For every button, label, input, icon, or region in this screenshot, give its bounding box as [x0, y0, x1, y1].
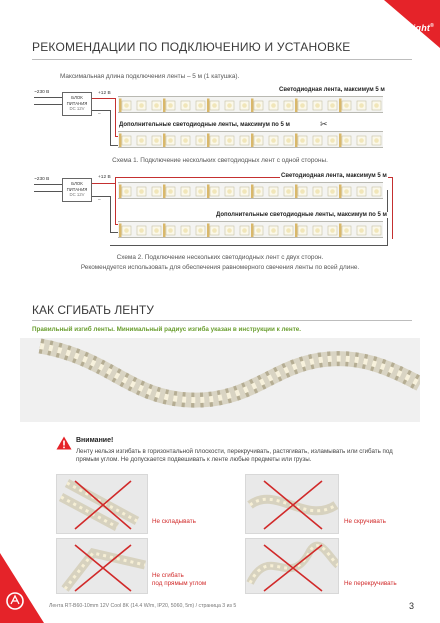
- minus-label: –: [98, 198, 101, 203]
- led-chip: [286, 189, 291, 194]
- led-chip: [286, 228, 291, 233]
- solder-pad: [339, 185, 342, 199]
- section-divider: [32, 320, 412, 321]
- solder-pad: [207, 185, 210, 199]
- section-title-bending: КАК СГИБАТЬ ЛЕНТУ: [32, 303, 154, 317]
- led-chip: [183, 228, 188, 233]
- led-chip: [256, 228, 261, 233]
- led-chip: [227, 228, 232, 233]
- solder-pad: [251, 224, 254, 238]
- led-chip: [374, 189, 379, 194]
- solder-pad: [119, 185, 122, 199]
- led-chip: [183, 189, 188, 194]
- led-strip-extra: [118, 221, 383, 238]
- led-chip: [198, 228, 203, 233]
- bad-example-photo-overtwist: [245, 538, 339, 594]
- warning-title: Внимание!: [76, 437, 114, 444]
- led-chip: [139, 228, 144, 233]
- solder-pad: [163, 185, 166, 199]
- led-chip: [271, 228, 276, 233]
- led-chip: [271, 189, 276, 194]
- led-chip: [242, 228, 247, 233]
- led-chip: [198, 189, 203, 194]
- led-chip: [124, 228, 129, 233]
- led-chip: [374, 228, 379, 233]
- led-chip: [359, 189, 364, 194]
- minus-label: –: [98, 112, 101, 117]
- negative-bus: [110, 196, 111, 232]
- strip-main-label: Светодиодная лента, максимум 5 м: [281, 173, 387, 179]
- diagram-1-caption: Схема 1. Подключение нескольких светодиодных лент с одной стороны.: [112, 157, 328, 164]
- warning-text: Ленту нельзя изгибать в горизонтальной плоскости, перекручивать, растягивать, изламывать или сгибать под прямым углом. Не допускается подвешивать к ленте любые предметы или грузы.: [76, 448, 393, 464]
- diagram-2-caption-line2: Рекомендуется использовать для обеспечения равномерного свечения ленты по всей длине.: [80, 264, 360, 271]
- strip-extra-label: Дополнительные светодиодные ленты, максимум по 5 м: [216, 212, 387, 218]
- led-chip: [359, 228, 364, 233]
- solder-pad: [251, 185, 254, 199]
- bad-example-photo-fold: [56, 474, 148, 534]
- section-title-connection: РЕКОМЕНДАЦИИ ПО ПОДКЛЮЧЕНИЮ И УСТАНОВКЕ: [32, 40, 351, 54]
- max-length-note: Максимальная длина подключения ленты – 5 м (1 катушка).: [60, 73, 240, 80]
- bad-example-photo-right-angle: [56, 538, 148, 594]
- brand-logo: arlight®: [401, 23, 434, 33]
- power-supply-block: БЛОК ПИТАНИЯ DC 12V: [62, 92, 92, 116]
- correct-bend-note: Правильный изгиб ленты. Минимальный радиус изгиба указан в инструкции к ленте.: [32, 326, 302, 333]
- mains-label: ~230 В: [34, 177, 50, 182]
- page-number: 3: [409, 601, 415, 611]
- positive-wire: [92, 183, 116, 184]
- return-negative-wire: [387, 190, 388, 246]
- led-chip: [300, 228, 305, 233]
- led-chip: [139, 189, 144, 194]
- led-chip: [330, 228, 335, 233]
- solder-pad: [119, 224, 122, 238]
- led-chip: [227, 189, 232, 194]
- diagram-2-caption-line1: Схема 2. Подключение нескольких светодиодных лент с двух сторон.: [116, 254, 324, 261]
- bad-example-label-right-angle: Не сгибать под прямым углом: [152, 572, 207, 587]
- led-chip: [124, 189, 129, 194]
- led-chip: [315, 228, 320, 233]
- led-chip: [154, 228, 159, 233]
- solder-pad: [163, 224, 166, 238]
- return-positive-wire: [392, 177, 393, 239]
- negative-wire: [92, 196, 110, 197]
- led-chip: [168, 228, 173, 233]
- positive-bus: [115, 183, 116, 224]
- wiring-diagram-2: [0, 0, 440, 270]
- led-chip: [315, 189, 320, 194]
- return-negative-wire: [110, 245, 388, 246]
- solder-pad: [207, 224, 210, 238]
- led-chip: [300, 189, 305, 194]
- bent-strip-photo: [20, 338, 420, 422]
- led-chip: [344, 189, 349, 194]
- positive-bus: [115, 177, 116, 184]
- solder-pad: [295, 185, 298, 199]
- led-chip: [330, 189, 335, 194]
- brand-corner-bottom: [0, 543, 44, 623]
- mains-wire: [34, 184, 62, 185]
- bad-example-label-overtwist: Не перекручивать: [344, 580, 397, 587]
- plus-label: +12 В: [98, 91, 111, 96]
- led-chip: [212, 189, 217, 194]
- bad-example-label-fold: Не складывать: [152, 518, 196, 525]
- led-chip: [168, 189, 173, 194]
- led-chip: [212, 228, 217, 233]
- bad-example-photo-twist: [245, 474, 339, 534]
- led-chip: [154, 189, 159, 194]
- led-chip: [242, 189, 247, 194]
- mains-label: ~230 В: [34, 90, 50, 95]
- mains-wire: [34, 191, 62, 192]
- bad-example-label-twist: Не скручивать: [344, 518, 386, 525]
- solder-pad: [295, 224, 298, 238]
- led-chip: [256, 189, 261, 194]
- led-chip: [344, 228, 349, 233]
- led-strip-main: [118, 182, 383, 199]
- strip-main-label: Светодиодная лента, максимум 5 м: [279, 87, 385, 93]
- footer-text: Лента RT-B60-10mm 12V Cool 8K (14.4 W/m, IP20, 5060, 5m) / страница 3 из 5: [49, 603, 237, 609]
- plus-label: +12 В: [98, 175, 111, 180]
- power-supply-block: БЛОК ПИТАНИЯ DC 12V: [62, 178, 92, 202]
- solder-pad: [339, 224, 342, 238]
- scissors-icon: ✂: [320, 119, 328, 129]
- warning-icon: [56, 436, 72, 450]
- strip-extra-label: Дополнительные светодиодные ленты, максимум по 5 м: [119, 122, 290, 128]
